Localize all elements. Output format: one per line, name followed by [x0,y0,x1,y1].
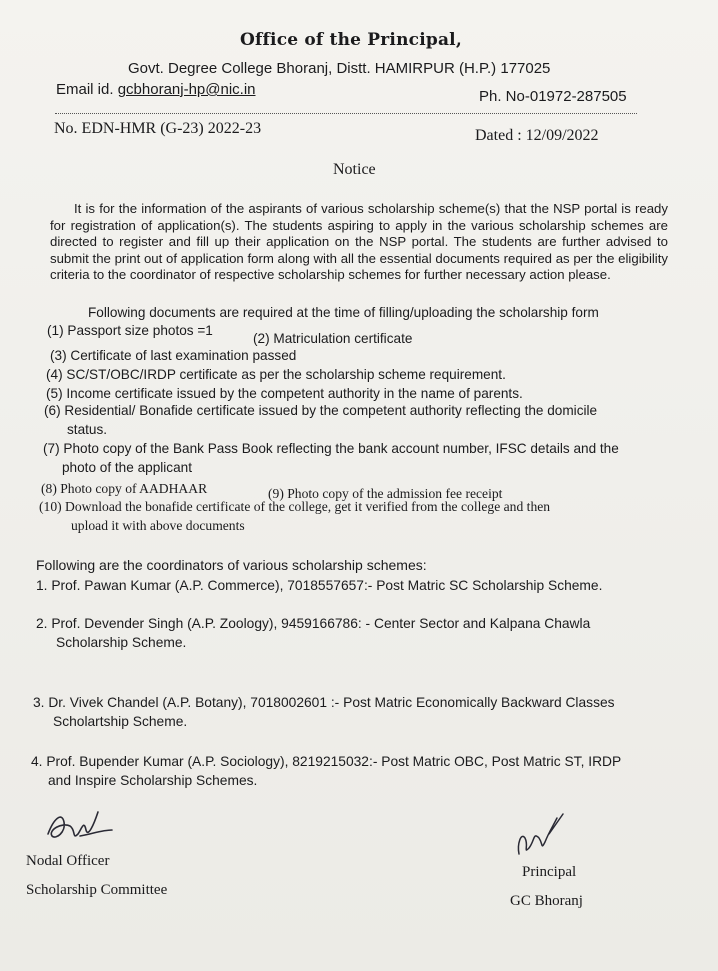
notice-date: Dated : 12/09/2022 [475,127,599,144]
document-item: (4) SC/ST/OBC/IRDP certificate as per the scholarship scheme requirement. [46,367,506,382]
coordinator-line: and Inspire Scholarship Schemes. [48,773,258,788]
coordinator-line: Scholartship Scheme. [53,714,188,729]
document-item: (7) Photo copy of the Bank Pass Book reflecting the bank account number, IFSC details and the [43,441,619,456]
scholarship-committee-label: Scholarship Committee [26,882,168,898]
principal-label: Principal [522,864,577,880]
header-divider [55,113,637,114]
coordinators-intro: Following are the coordinators of various scholarship schemes: [36,557,427,573]
document-item: (8) Photo copy of AADHAAR [41,481,208,496]
documents-intro: Following documents are required at the time of filling/uploading the scholarship form [88,305,599,320]
coordinator-line: Scholarship Scheme. [56,635,187,650]
document-item: status. [67,422,108,437]
coordinator-item [31,752,621,790]
office-heading: Office of the Principal, [240,30,462,50]
document-item: (10) Download the bonafide certificate of the college, get it verified from the college and then [39,499,551,514]
coordinator-item [36,614,590,652]
college-name-label: GC Bhoranj [510,893,583,909]
email-label: Email id. [56,81,114,98]
document-item: (3) Certificate of last examination passed [50,348,297,363]
document-item: photo of the applicant [62,460,192,475]
notice-body-paragraph: It is for the information of the aspirants of various scholarship scheme(s) that the NSP portal is ready for registration of application(s). The students aspiring to apply in the various scholarship schemes are directed to register and fill up their application on the NSP portal. The students are further advised to submit the print out of application form along with all the essential documents required as per the eligibility criteria to the coordinator of respective scholarship schemes for further necessary action please. [50,201,668,283]
coordinator-line: 2. Prof. Devender Singh (A.P. Zoology), 9459166786: - Center Sector and Kalpana Chawla [36,616,591,631]
coordinator-item [36,576,602,595]
document-item: (9) Photo copy of the admission fee receipt [268,486,503,501]
email-line [56,81,256,98]
reference-number: No. EDN-HMR (G-23) 2022-23 [54,120,262,137]
email-link[interactable]: gcbhoranj-hp@nic.in [117,81,256,98]
document-item: (6) Residential/ Bonafide certificate issued by the competent authority reflecting the domicile [44,403,598,418]
principal-signature [505,808,575,864]
notice-title: Notice [333,161,376,178]
phone-number: Ph. No-01972-287505 [479,88,627,105]
coordinator-line: 3. Dr. Vivek Chandel (A.P. Botany), 7018002601 :- Post Matric Economically Backward Classes [33,695,615,710]
document-item: (2) Matriculation certificate [253,331,413,346]
coordinator-line: 4. Prof. Bupender Kumar (A.P. Sociology), 8219215032:- Post Matric OBC, Post Matric ST, IRDP [31,754,622,769]
document-item: (1) Passport size photos =1 [47,323,213,338]
coordinator-item [33,693,615,731]
nodal-officer-signature [40,800,120,852]
college-address: Govt. Degree College Bhoranj, Distt. HAMIRPUR (H.P.) 177025 [128,60,551,77]
coordinator-line: 1. Prof. Pawan Kumar (A.P. Commerce), 7018557657:- Post Matric SC Scholarship Scheme. [36,578,603,593]
document-item: (5) Income certificate issued by the competent authority in the name of parents. [46,386,523,401]
nodal-officer-label: Nodal Officer [26,853,110,869]
document-item: upload it with above documents [71,518,245,533]
